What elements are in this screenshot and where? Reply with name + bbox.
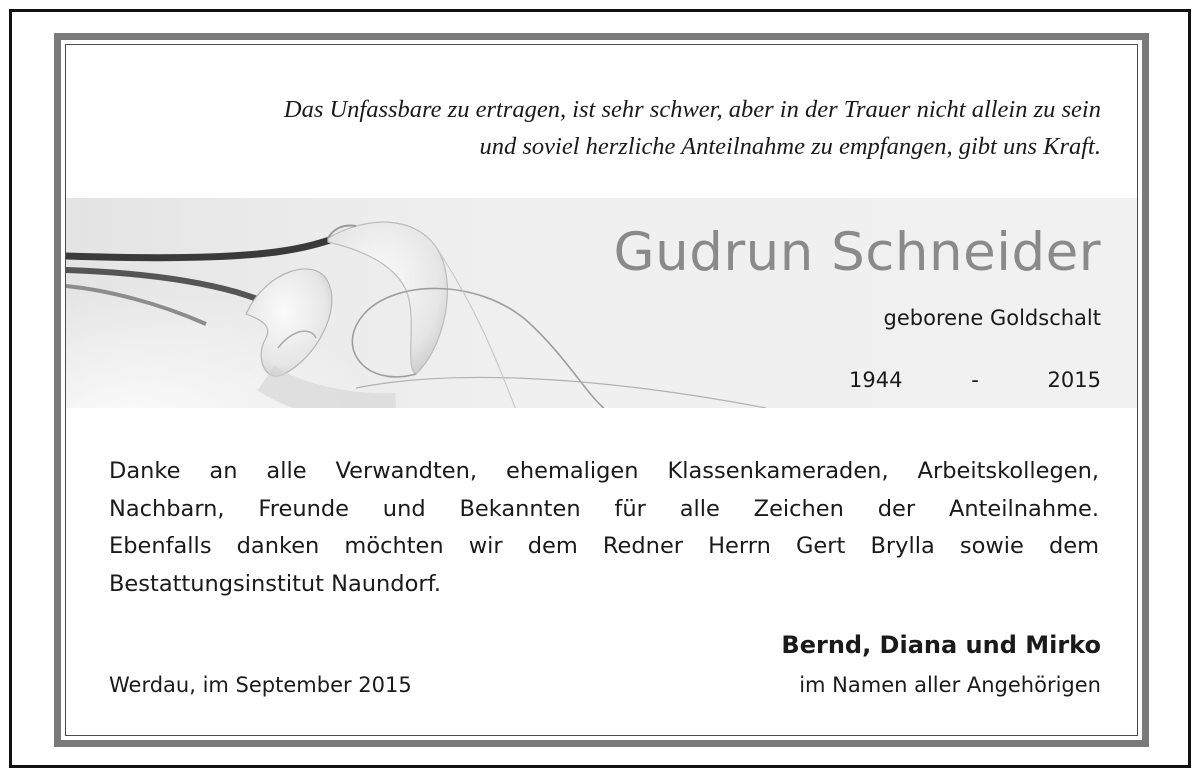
year-separator: - [971, 368, 979, 392]
thanks-line-1: Danke an alle Verwandten, ehemaligen Klassenkameraden, Arbeitskollegen, [109, 458, 1099, 484]
thanks-line-4: Bestattungsinstitut Naundorf. [109, 570, 442, 597]
thanks-line-2: Nachbarn, Freunde und Bekannten für alle Zeichen der Anteilnahme. [109, 495, 1099, 522]
signers-names: Bernd, Diana und Mirko [781, 631, 1101, 659]
birth-name: geborene Goldschalt [883, 306, 1101, 330]
place-date: Werdau, im September 2015 [109, 673, 412, 697]
on-behalf-line: im Namen aller Angehörigen [799, 673, 1101, 697]
life-years [849, 368, 1101, 392]
notice-inner-frame [65, 44, 1138, 736]
quote-line-1: Das Unfassbare zu ertragen, ist sehr schwer, aber in der Trauer nicht allein zu sein [283, 96, 1101, 123]
quote-line-2: und soviel herzliche Anteilnahme zu empfangen, gibt uns Kraft. [479, 133, 1101, 160]
name-banner [66, 198, 1137, 408]
condolence-quote [101, 91, 1101, 165]
thanks-line-3: Ebenfalls danken möchten wir dem Redner Herrn Gert Brylla sowie dem [109, 533, 1099, 559]
year-born: 1944 [849, 368, 903, 392]
thanks-paragraph [109, 453, 1099, 603]
notice-frame [54, 33, 1149, 747]
year-died: 2015 [1047, 368, 1101, 392]
deceased-name: Gudrun Schneider [613, 222, 1101, 283]
